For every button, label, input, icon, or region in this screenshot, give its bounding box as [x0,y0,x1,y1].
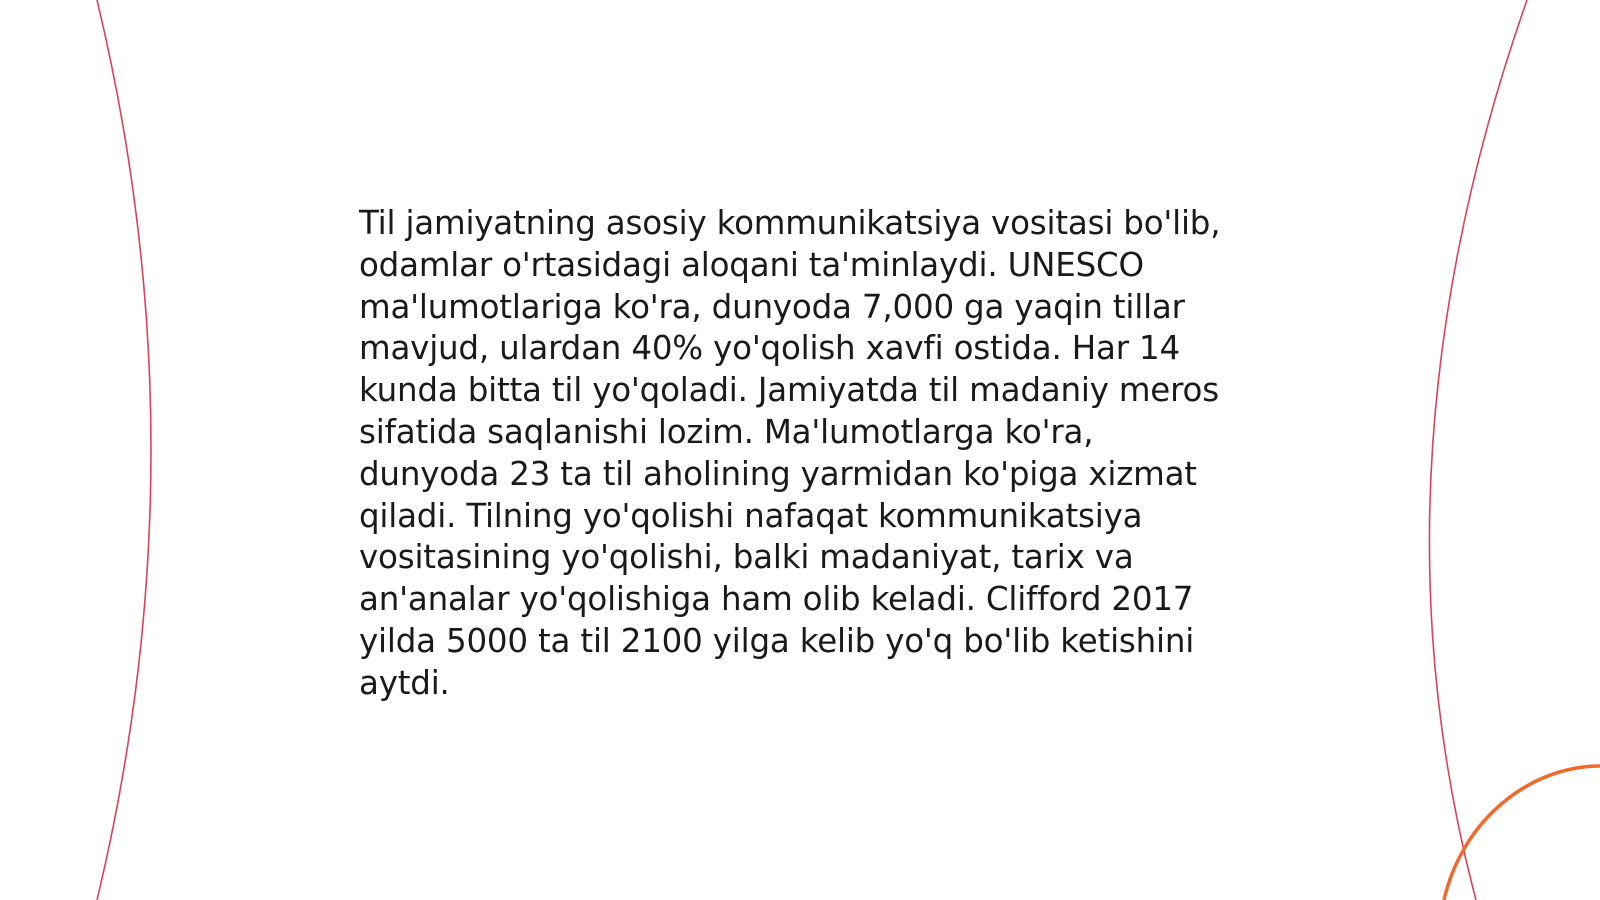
right-arc [1429,0,1527,900]
body-paragraph: Til jamiyatning asosiy kommunikatsiya vositasi bo'lib, odamlar o'rtasidagi aloqani ta'minlaydi. UNESCO ma'lumotlariga ko'ra, dunyoda 7,000 ga yaqin tillar mavjud, ulardan 40% yo'qolish xavfi ostida. Har 14 kunda bitta til yo'qoladi. Jamiyatda til madaniy meros sifatida saqlanishi lozim. Ma'lumotlarga ko'ra, dunyoda 23 ta til aholining yarmidan ko'piga xizmat qiladi. Tilning yo'qolishi nafaqat kommunikatsiya vositasining yo'qolishi, balki madaniyat, tarix va an'analar yo'qolishiga ham olib keladi. Clifford 2017 yilda 5000 ta til 2100 yilga kelib yo'q bo'lib ketishini aytdi. [359,204,1221,702]
left-arc [97,0,151,900]
corner-arc [1444,766,1600,900]
